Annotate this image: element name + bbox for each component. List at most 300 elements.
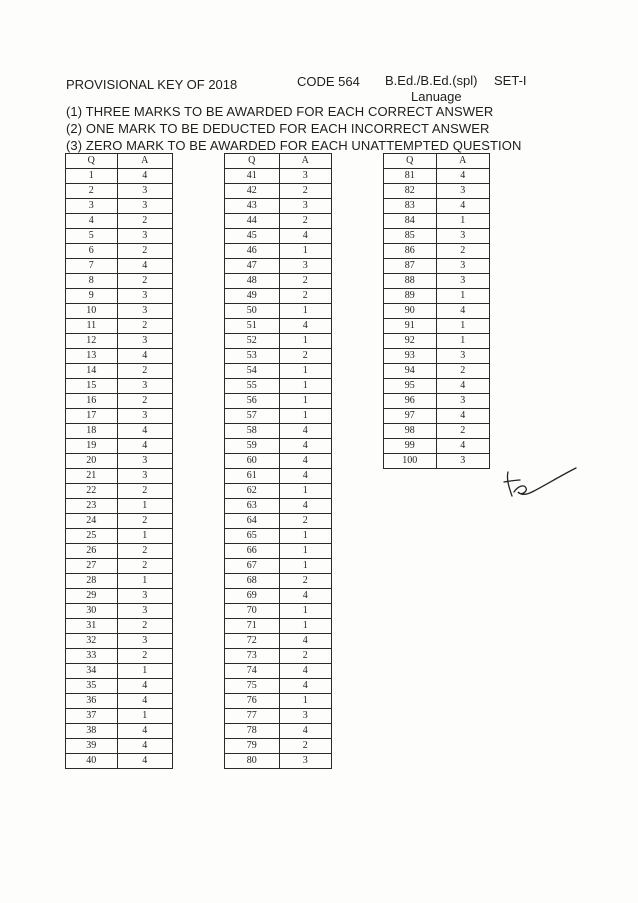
answer-option: 4 <box>436 304 489 319</box>
table-row <box>66 664 173 679</box>
answer-option: 3 <box>279 169 332 184</box>
question-number: 24 <box>66 514 118 529</box>
question-number: 46 <box>225 244 280 259</box>
question-number: 53 <box>225 349 280 364</box>
question-number: 78 <box>225 724 280 739</box>
table-row <box>66 499 173 514</box>
answer-option: 2 <box>117 319 172 334</box>
answer-option: 2 <box>117 274 172 289</box>
question-number: 84 <box>384 214 437 229</box>
table-row <box>225 184 332 199</box>
question-number: 42 <box>225 184 280 199</box>
marking-rule-1: (1) THREE MARKS TO BE AWARDED FOR EACH CORRECT ANSWER <box>66 104 494 119</box>
table-row <box>225 394 332 409</box>
question-number: 13 <box>66 349 118 364</box>
table-row <box>66 244 173 259</box>
question-number: 98 <box>384 424 437 439</box>
question-number: 77 <box>225 709 280 724</box>
table-header-row <box>66 154 173 169</box>
table-row <box>66 649 173 664</box>
answer-option: 2 <box>279 739 332 754</box>
answer-option: 3 <box>436 454 489 469</box>
table-row <box>66 574 173 589</box>
answer-option: 1 <box>279 619 332 634</box>
answer-option: 2 <box>279 649 332 664</box>
answer-option: 3 <box>436 184 489 199</box>
question-number: 20 <box>66 454 118 469</box>
table-row <box>225 454 332 469</box>
question-number: 9 <box>66 289 118 304</box>
table-row <box>225 214 332 229</box>
question-number: 37 <box>66 709 118 724</box>
answer-option: 1 <box>279 544 332 559</box>
question-number: 10 <box>66 304 118 319</box>
answer-option: 4 <box>279 454 332 469</box>
table-row <box>384 169 490 184</box>
answer-header: A <box>279 154 332 169</box>
question-number: 70 <box>225 604 280 619</box>
answer-option: 3 <box>117 334 172 349</box>
answer-option: 4 <box>279 589 332 604</box>
table-row <box>66 334 173 349</box>
answer-option: 2 <box>117 619 172 634</box>
question-number: 62 <box>225 484 280 499</box>
table-row <box>384 274 490 289</box>
answer-option: 1 <box>117 529 172 544</box>
table-row <box>66 364 173 379</box>
question-number: 76 <box>225 694 280 709</box>
table-row <box>66 349 173 364</box>
question-number: 19 <box>66 439 118 454</box>
question-number: 44 <box>225 214 280 229</box>
answer-option: 3 <box>436 394 489 409</box>
answer-option: 1 <box>436 214 489 229</box>
question-number: 52 <box>225 334 280 349</box>
table-row <box>384 439 490 454</box>
question-header: Q <box>66 154 118 169</box>
answer-option: 4 <box>117 169 172 184</box>
question-number: 35 <box>66 679 118 694</box>
question-number: 25 <box>66 529 118 544</box>
table-row <box>66 394 173 409</box>
answer-option: 3 <box>279 709 332 724</box>
table-row <box>384 379 490 394</box>
answer-option: 2 <box>279 184 332 199</box>
table-row <box>66 634 173 649</box>
question-number: 57 <box>225 409 280 424</box>
question-header: Q <box>225 154 280 169</box>
answer-option: 4 <box>117 694 172 709</box>
table-row <box>66 709 173 724</box>
table-row <box>225 664 332 679</box>
answer-option: 4 <box>279 499 332 514</box>
question-number: 56 <box>225 394 280 409</box>
answer-option: 3 <box>436 229 489 244</box>
question-number: 64 <box>225 514 280 529</box>
table-row <box>225 574 332 589</box>
question-number: 5 <box>66 229 118 244</box>
table-row <box>384 259 490 274</box>
question-number: 6 <box>66 244 118 259</box>
table-row <box>225 349 332 364</box>
question-number: 82 <box>384 184 437 199</box>
table-row <box>225 319 332 334</box>
question-number: 31 <box>66 619 118 634</box>
table-row <box>66 199 173 214</box>
course-name: B.Ed./B.Ed.(spl) <box>385 73 478 88</box>
answer-option: 3 <box>279 259 332 274</box>
table-row <box>66 319 173 334</box>
question-number: 90 <box>384 304 437 319</box>
table-row <box>66 589 173 604</box>
answer-option: 3 <box>117 604 172 619</box>
subject-name: Lanuage <box>411 89 462 104</box>
answer-option: 4 <box>279 664 332 679</box>
answer-option: 4 <box>436 409 489 424</box>
table-row <box>384 304 490 319</box>
answer-option: 4 <box>117 739 172 754</box>
question-number: 28 <box>66 574 118 589</box>
answer-option: 2 <box>436 244 489 259</box>
answer-option: 3 <box>436 274 489 289</box>
question-number: 34 <box>66 664 118 679</box>
answer-option: 1 <box>279 484 332 499</box>
answer-option: 2 <box>117 559 172 574</box>
answer-option: 4 <box>117 724 172 739</box>
table-row <box>384 454 490 469</box>
question-number: 88 <box>384 274 437 289</box>
question-number: 36 <box>66 694 118 709</box>
question-number: 21 <box>66 469 118 484</box>
table-row <box>66 529 173 544</box>
question-number: 58 <box>225 424 280 439</box>
question-number: 16 <box>66 394 118 409</box>
answer-option: 2 <box>279 349 332 364</box>
answer-option: 2 <box>279 514 332 529</box>
answer-option: 3 <box>117 289 172 304</box>
table-row <box>225 379 332 394</box>
exam-code: CODE 564 <box>297 74 360 89</box>
answer-table-1-40 <box>65 153 173 769</box>
answer-option: 1 <box>436 334 489 349</box>
answer-table-81-100 <box>383 153 490 469</box>
table-row <box>66 274 173 289</box>
document-title: PROVISIONAL KEY OF 2018 <box>66 77 238 92</box>
answer-option: 3 <box>117 379 172 394</box>
question-number: 73 <box>225 649 280 664</box>
question-number: 14 <box>66 364 118 379</box>
question-number: 63 <box>225 499 280 514</box>
question-number: 60 <box>225 454 280 469</box>
table-row <box>66 454 173 469</box>
table-row <box>225 529 332 544</box>
table-row <box>225 424 332 439</box>
question-number: 3 <box>66 199 118 214</box>
question-number: 4 <box>66 214 118 229</box>
question-number: 8 <box>66 274 118 289</box>
table-row <box>66 724 173 739</box>
question-number: 43 <box>225 199 280 214</box>
table-row <box>66 679 173 694</box>
answer-option: 2 <box>279 214 332 229</box>
question-number: 15 <box>66 379 118 394</box>
table-row <box>225 304 332 319</box>
table-row <box>66 379 173 394</box>
answer-option: 4 <box>436 199 489 214</box>
question-number: 27 <box>66 559 118 574</box>
table-row <box>225 589 332 604</box>
question-number: 93 <box>384 349 437 364</box>
table-row <box>384 229 490 244</box>
answer-option: 4 <box>117 754 172 769</box>
table-row <box>225 469 332 484</box>
answer-option: 1 <box>117 709 172 724</box>
question-number: 71 <box>225 619 280 634</box>
answer-option: 1 <box>279 379 332 394</box>
question-number: 91 <box>384 319 437 334</box>
table-row <box>66 694 173 709</box>
answer-table-41-80 <box>224 153 332 769</box>
table-row <box>66 439 173 454</box>
table-row <box>225 244 332 259</box>
answer-option: 1 <box>279 334 332 349</box>
table-row <box>384 409 490 424</box>
table-row <box>66 559 173 574</box>
answer-option: 2 <box>436 424 489 439</box>
table-row <box>225 274 332 289</box>
table-row <box>384 364 490 379</box>
question-number: 1 <box>66 169 118 184</box>
answer-option: 3 <box>117 184 172 199</box>
table-row <box>66 484 173 499</box>
question-number: 67 <box>225 559 280 574</box>
answer-option: 4 <box>117 439 172 454</box>
question-number: 75 <box>225 679 280 694</box>
table-row <box>384 289 490 304</box>
question-number: 99 <box>384 439 437 454</box>
answer-option: 3 <box>117 589 172 604</box>
table-header-row <box>384 154 490 169</box>
answer-option: 3 <box>436 349 489 364</box>
answer-option: 1 <box>279 409 332 424</box>
table-row <box>66 214 173 229</box>
question-number: 23 <box>66 499 118 514</box>
answer-option: 4 <box>279 424 332 439</box>
table-row <box>66 544 173 559</box>
table-row <box>384 319 490 334</box>
table-row <box>225 289 332 304</box>
table-row <box>384 334 490 349</box>
question-number: 100 <box>384 454 437 469</box>
question-number: 48 <box>225 274 280 289</box>
answer-option: 1 <box>279 604 332 619</box>
table-row <box>225 169 332 184</box>
table-row <box>384 424 490 439</box>
table-row <box>225 754 332 769</box>
answer-option: 3 <box>279 199 332 214</box>
answer-header: A <box>117 154 172 169</box>
answer-option: 4 <box>279 319 332 334</box>
table-row <box>225 199 332 214</box>
table-row <box>225 724 332 739</box>
question-number: 39 <box>66 739 118 754</box>
answer-option: 1 <box>436 289 489 304</box>
answer-option: 2 <box>279 274 332 289</box>
table-row <box>66 184 173 199</box>
answer-option: 3 <box>117 454 172 469</box>
question-number: 7 <box>66 259 118 274</box>
answer-option: 4 <box>279 229 332 244</box>
answer-option: 4 <box>279 679 332 694</box>
question-number: 68 <box>225 574 280 589</box>
table-row <box>225 439 332 454</box>
answer-option: 3 <box>436 259 489 274</box>
table-row <box>66 739 173 754</box>
question-number: 74 <box>225 664 280 679</box>
question-number: 79 <box>225 739 280 754</box>
answer-header: A <box>436 154 489 169</box>
answer-option: 1 <box>117 574 172 589</box>
table-row <box>225 694 332 709</box>
answer-option: 1 <box>279 559 332 574</box>
question-number: 59 <box>225 439 280 454</box>
table-row <box>225 364 332 379</box>
table-row <box>225 604 332 619</box>
answer-option: 1 <box>279 394 332 409</box>
answer-option: 1 <box>279 364 332 379</box>
answer-option: 2 <box>117 244 172 259</box>
answer-option: 4 <box>436 439 489 454</box>
table-row <box>66 604 173 619</box>
table-row <box>384 349 490 364</box>
table-row <box>225 259 332 274</box>
answer-option: 3 <box>117 304 172 319</box>
answer-option: 2 <box>117 514 172 529</box>
question-number: 92 <box>384 334 437 349</box>
question-number: 32 <box>66 634 118 649</box>
table-row <box>66 259 173 274</box>
question-number: 86 <box>384 244 437 259</box>
table-header-row <box>225 154 332 169</box>
answer-option: 4 <box>117 679 172 694</box>
question-number: 85 <box>384 229 437 244</box>
table-row <box>225 514 332 529</box>
question-number: 47 <box>225 259 280 274</box>
question-number: 69 <box>225 589 280 604</box>
question-number: 89 <box>384 289 437 304</box>
question-number: 72 <box>225 634 280 649</box>
question-number: 61 <box>225 469 280 484</box>
question-number: 26 <box>66 544 118 559</box>
answer-option: 2 <box>117 364 172 379</box>
question-number: 94 <box>384 364 437 379</box>
question-number: 11 <box>66 319 118 334</box>
table-row <box>66 514 173 529</box>
answer-option: 1 <box>117 664 172 679</box>
question-number: 2 <box>66 184 118 199</box>
answer-option: 4 <box>117 424 172 439</box>
answer-option: 2 <box>279 574 332 589</box>
table-row <box>384 394 490 409</box>
table-row <box>384 184 490 199</box>
answer-option: 3 <box>117 469 172 484</box>
question-number: 49 <box>225 289 280 304</box>
question-number: 81 <box>384 169 437 184</box>
table-row <box>225 679 332 694</box>
answer-option: 2 <box>436 364 489 379</box>
table-row <box>225 709 332 724</box>
table-row <box>225 649 332 664</box>
answer-option: 1 <box>279 529 332 544</box>
question-number: 50 <box>225 304 280 319</box>
question-number: 40 <box>66 754 118 769</box>
table-row <box>225 409 332 424</box>
question-number: 17 <box>66 409 118 424</box>
question-number: 95 <box>384 379 437 394</box>
marking-rule-2: (2) ONE MARK TO BE DEDUCTED FOR EACH INCORRECT ANSWER <box>66 121 490 136</box>
question-number: 41 <box>225 169 280 184</box>
table-row <box>66 289 173 304</box>
answer-option: 3 <box>117 229 172 244</box>
marking-rule-3: (3) ZERO MARK TO BE AWARDED FOR EACH UNATTEMPTED QUESTION <box>66 138 522 153</box>
question-number: 30 <box>66 604 118 619</box>
question-number: 18 <box>66 424 118 439</box>
question-number: 38 <box>66 724 118 739</box>
question-number: 33 <box>66 649 118 664</box>
answer-option: 1 <box>279 304 332 319</box>
answer-option: 2 <box>117 214 172 229</box>
answer-option: 1 <box>279 694 332 709</box>
question-number: 12 <box>66 334 118 349</box>
table-row <box>384 199 490 214</box>
answer-option: 2 <box>117 394 172 409</box>
table-row <box>225 484 332 499</box>
table-row <box>225 559 332 574</box>
answer-option: 4 <box>117 259 172 274</box>
table-row <box>384 244 490 259</box>
table-row <box>66 409 173 424</box>
question-number: 45 <box>225 229 280 244</box>
question-number: 83 <box>384 199 437 214</box>
answer-option: 4 <box>117 349 172 364</box>
answer-option: 4 <box>436 169 489 184</box>
question-number: 55 <box>225 379 280 394</box>
question-number: 65 <box>225 529 280 544</box>
question-number: 29 <box>66 589 118 604</box>
question-number: 66 <box>225 544 280 559</box>
set-label: SET-I <box>494 73 527 88</box>
table-row <box>225 634 332 649</box>
answer-option: 3 <box>117 409 172 424</box>
table-row <box>66 229 173 244</box>
answer-option: 4 <box>279 469 332 484</box>
handwritten-signature <box>502 462 582 508</box>
table-row <box>66 169 173 184</box>
question-number: 96 <box>384 394 437 409</box>
answer-option: 2 <box>117 484 172 499</box>
question-number: 54 <box>225 364 280 379</box>
question-number: 22 <box>66 484 118 499</box>
answer-option: 2 <box>117 649 172 664</box>
answer-option: 2 <box>279 289 332 304</box>
question-number: 97 <box>384 409 437 424</box>
table-row <box>225 499 332 514</box>
table-row <box>66 619 173 634</box>
question-number: 87 <box>384 259 437 274</box>
answer-option: 4 <box>436 379 489 394</box>
answer-option: 4 <box>279 634 332 649</box>
question-header: Q <box>384 154 437 169</box>
